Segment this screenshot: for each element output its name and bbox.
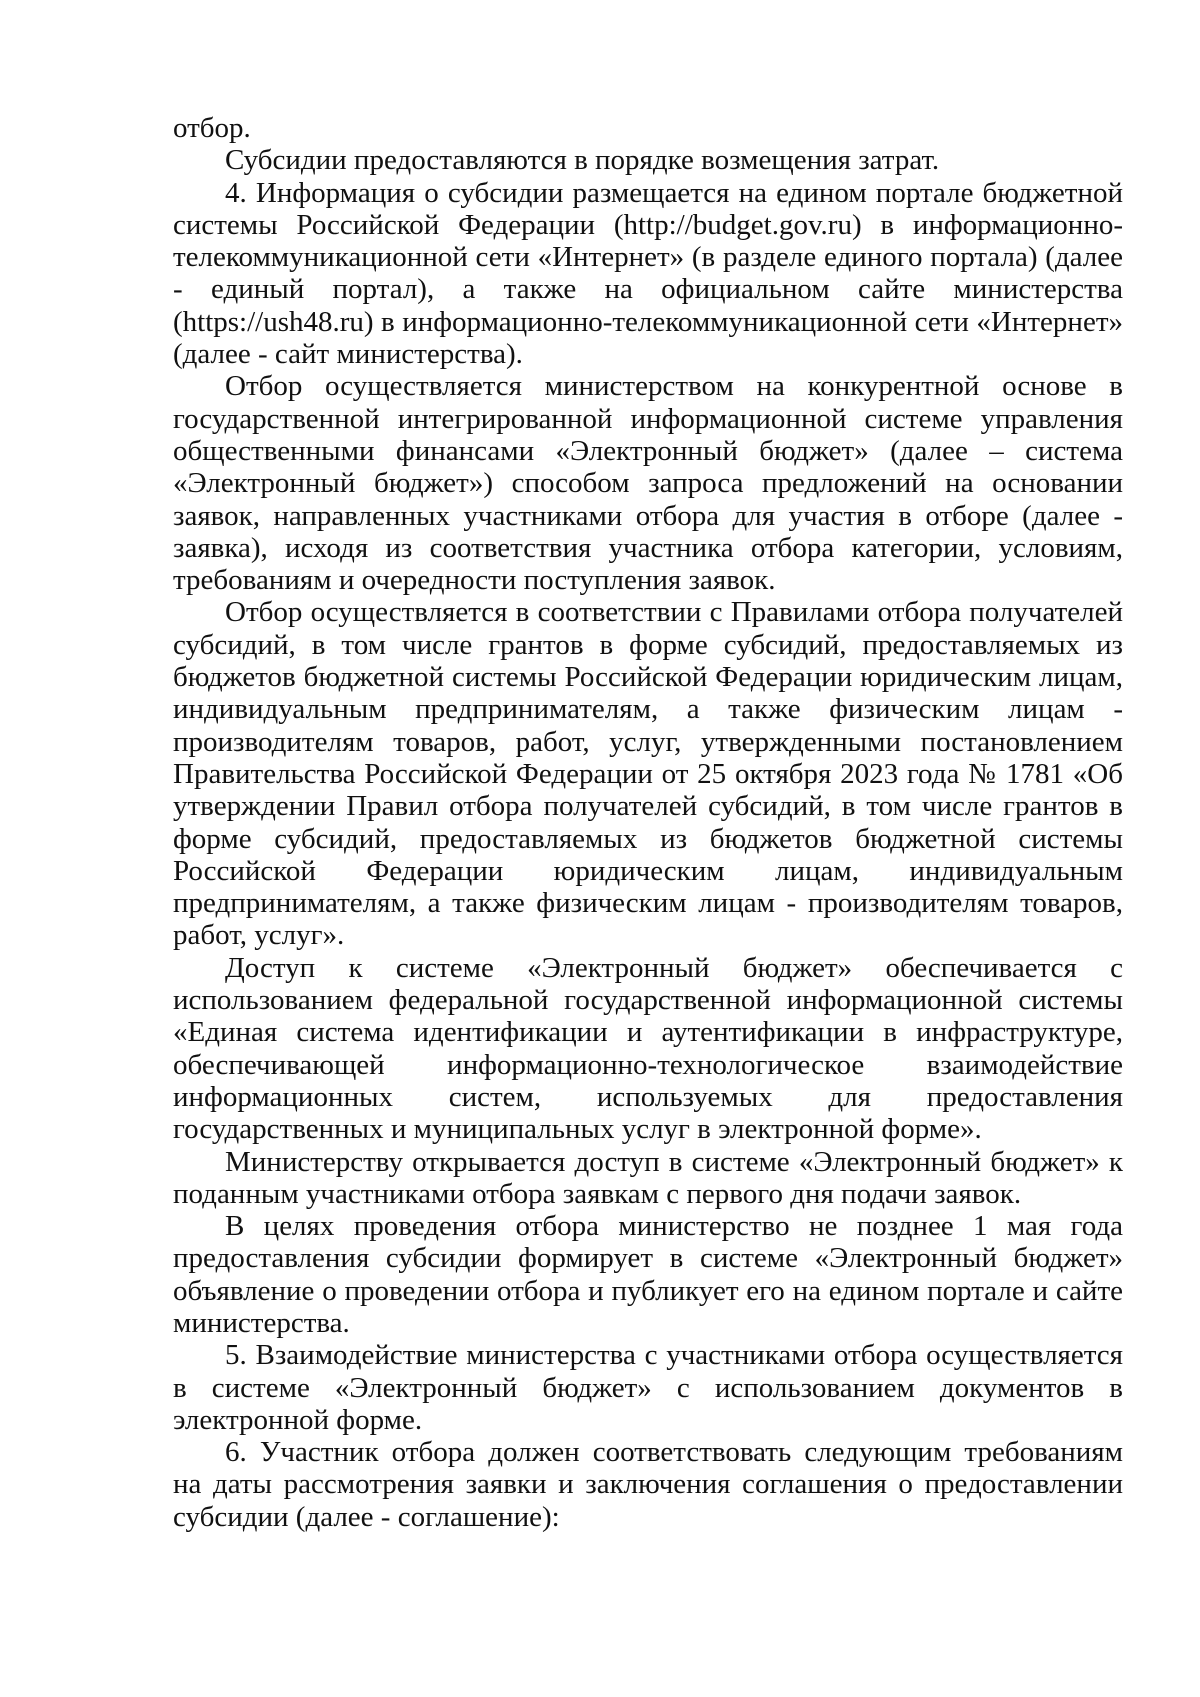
paragraph-announcement: В целях проведения отбора министерство не позднее 1 мая года предоставления субсидии формирует в системе «Электронный бюджет» объявление о проведении отбора и публикует его на едином портале и сайте министерства. [173, 1210, 1123, 1339]
paragraph-subsidy-reimbursement: Субсидии предоставляются в порядке возмещения затрат. [225, 144, 940, 177]
document-page [173, 112, 1123, 1533]
paragraph-item-4-information: 4. Информация о субсидии размещается на едином портале бюджетной системы Российской Федерации (http://budget.gov.ru) в информационно-телекоммуникационной сети «Интернет» (в разделе единого портала) (далее - единый портал), а также на официальном сайте министерства (https://ush48.ru) в информационно-телекоммуникационной сети «Интернет» (далее - сайт министерства). [173, 176, 1123, 371]
paragraph-item-5-interaction: 5. Взаимодействие министерства с участниками отбора осуществляется в системе «Электронный бюджет» с использованием документов в электронной форме. [173, 1339, 1123, 1436]
paragraph-item-6-requirements: 6. Участник отбора должен соответствовать следующим требованиям на даты рассмотрения заявки и заключения соглашения о предоставлении субсидии (далее - соглашение): [173, 1436, 1123, 1533]
paragraph-system-access: Доступ к системе «Электронный бюджет» обеспечивается с использованием федеральной государственной информационной системы «Единая система идентификации и аутентификации в инфраструктуре, обеспечивающей информационно-технологическое взаимодействие информационных систем, используемых для предоставления государственных и муниципальных услуг в электронной форме». [173, 951, 1123, 1146]
paragraph-selection-rules: Отбор осуществляется в соответствии с Правилами отбора получателей субсидий, в том числе грантов в форме субсидий, предоставляемых из бюджетов бюджетной системы Российской Федерации юридическим лицам, индивидуальным предпринимателям, а также физическим лицам - производителям товаров, работ, услуг, утвержденными постановлением Правительства Российской Федерации от 25 октября 2023 года № 1781 «Об утверждении Правил отбора получателей субсидий, в том числе грантов в форме субсидий, предоставляемых из бюджетов бюджетной системы Российской Федерации юридическим лицам, индивидуальным предпринимателям, а также физическим лицам - производителям товаров, работ, услуг». [173, 596, 1123, 952]
paragraph-selection-competitive: Отбор осуществляется министерством на конкурентной основе в государственной интегрированной информационной системе управления общественными финансами «Электронный бюджет» (далее – система «Электронный бюджет») способом запроса предложений на основании заявок, направленных участниками отбора для участия в отборе (далее - заявка), исходя из соответствия участника отбора категории, условиям, требованиям и очередности поступления заявок. [173, 370, 1123, 597]
paragraph-continuation: отбор. [173, 112, 251, 144]
paragraph-ministry-access: Министерству открывается доступ в системе «Электронный бюджет» к поданным участниками отбора заявкам с первого дня подачи заявок. [173, 1145, 1123, 1210]
